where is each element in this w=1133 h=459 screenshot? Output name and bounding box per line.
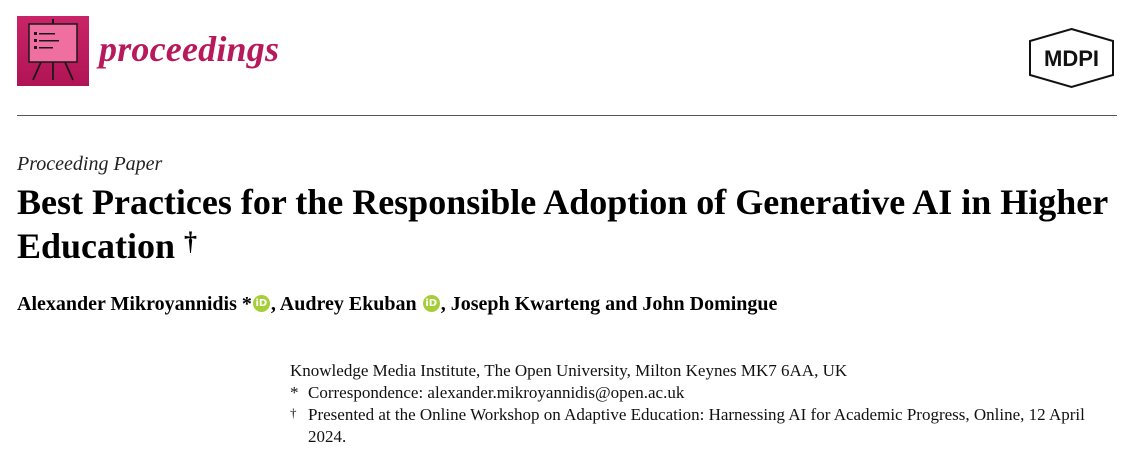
institute-affiliation: Knowledge Media Institute, The Open University, Milton Keynes MK7 6AA, UK [290, 361, 848, 380]
author-name[interactable]: John Domingue [642, 293, 778, 315]
correspondence-mark: * [290, 383, 299, 402]
author-name[interactable]: Audrey Ekuban [279, 293, 417, 315]
presented-note [290, 404, 1120, 448]
header-divider [17, 115, 1117, 116]
title-footnote-mark: † [184, 227, 198, 256]
author-list [17, 293, 777, 316]
publisher-logo-text: MDPI [1044, 46, 1099, 71]
mdpi-logo [1025, 27, 1118, 89]
orcid-icon[interactable]: iD [423, 295, 440, 312]
orcid-icon[interactable]: iD [253, 295, 270, 312]
journal-name: proceedings [99, 29, 280, 69]
paper-title-text: Best Practices for the Responsible Adoption of Generative AI in Higher Education [17, 182, 1108, 266]
corresponding-mark: * [241, 293, 252, 315]
journal-header [0, 0, 1133, 116]
correspondence-note [290, 382, 1120, 404]
presentation-board-icon [17, 16, 89, 86]
author-separator: , [440, 293, 451, 315]
presented-mark: † [290, 405, 297, 420]
author-name[interactable]: Joseph Kwarteng [450, 293, 601, 315]
affiliations [290, 360, 1120, 448]
paper-type: Proceeding Paper [17, 153, 163, 175]
author-name[interactable]: Alexander Mikroyannidis [17, 293, 237, 315]
presented-text: Presented at the Online Workshop on Adaptive Education: Harnessing AI for Academic Progress, Online, 12 April 2024. [308, 405, 1085, 446]
author-separator: , [270, 293, 280, 315]
author-separator: and [600, 293, 643, 315]
correspondence-text[interactable]: Correspondence: alexander.mikroyannidis@open.ac.uk [308, 383, 685, 402]
paper-title [17, 180, 1127, 268]
